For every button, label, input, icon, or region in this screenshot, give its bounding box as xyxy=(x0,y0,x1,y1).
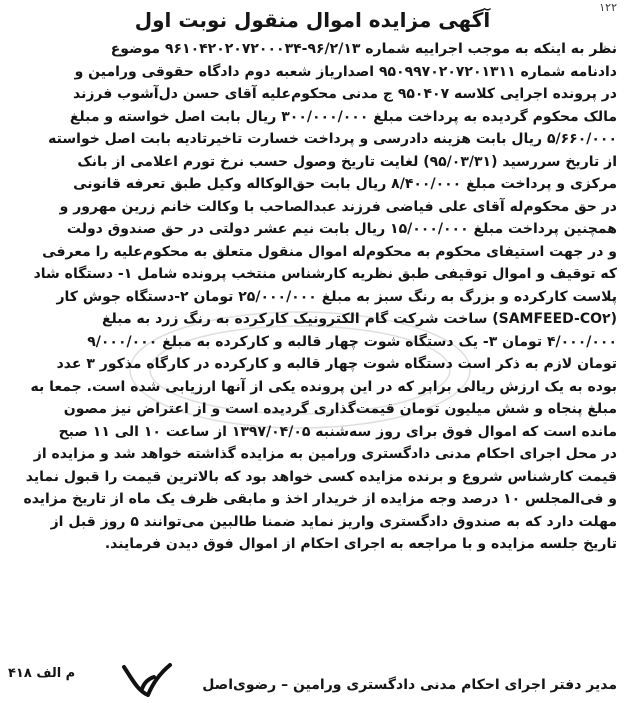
notice-line: مهلت دارد که به صندوق دادگستری واریز نماید ضمنا طالبین می‌توانند ۵ روز قبل از xyxy=(50,513,617,530)
notice-line: (SAMFEED-CO۲) ساخت شرکت گام الکترونیک کارکرده به رنگ زرد به مبلغ xyxy=(101,311,617,327)
notice-line: پلاست کارکرده و بزرگ به رنگ سبز به مبلغ ۲۵/۰۰۰/۰۰۰ تومان ۲-دستگاه جوش کار xyxy=(56,288,617,305)
notice-line: نظر به اینکه به موجب اجراییه شماره ۹۶/۲/۱۳-۹۶۱۰۴۲۰۲۰۷۲۰۰۰۳۴ موضوع xyxy=(110,41,617,57)
notice-line: که توقیف و اموال توقیفی طبق نظریه کارشناس منتخب پرونده شامل ۱- دستگاه شاد xyxy=(33,266,617,282)
notice-line: مانده است که اموال فوق برای روز سه‌شنبه ۱۳۹۷/۰۴/۰۵ از ساعت ۱۰ الی ۱۱ صبح xyxy=(58,423,617,440)
notice-line: از تاریخ سررسید (۹۵/۰۳/۳۱) لغایت تاریخ وصول حسب نرخ تورم اعلامی از بانک xyxy=(77,153,617,170)
handwritten-mark-icon xyxy=(118,659,178,699)
notice-line: دادنامه شماره ۹۵۰۹۹۷۰۲۰۷۲۰۱۳۱۱ اصداریاز شعبه دوم دادگاه حقوقی ورامین و xyxy=(74,63,617,80)
notice-line: همچنین پرداخت مبلغ ۱۵/۰۰۰/۰۰۰ ریال بابت نیم عشر دولتی در حق صندوق دولت xyxy=(66,221,617,237)
notice-title: آگهی مزایده اموال منقول نوبت اول xyxy=(134,8,491,32)
notice-line: قیمت کارشناس شروع و برنده مزایده کسی خواهد بود که بالاترین قیمت را قبول نماید xyxy=(25,468,617,485)
notice-line: در محل اجرای احکام مدنی دادگستری ورامین به مزایده گذاشته خواهد شد و مزایده از xyxy=(33,446,617,462)
notice-line: تومان لازم به ذکر است دستگاه شوت چهار قالبه و کارکرده در کارگاه مذکور ۳ عدد xyxy=(56,356,617,372)
notice-line: و فی‌المجلس ۱۰ درصد وجه مزایده از خریدار اخذ و مابقی ظرف یک ماه از تاریخ مزایده xyxy=(23,491,617,507)
notice-line: و در جهت استیفای محکوم به محکوم‌له اموال منقول متعلق به محکوم‌علیه را معرفی xyxy=(42,243,617,260)
notice-line: مرکزی و پرداخت مبلغ ۸/۴۰۰/۰۰۰ ریال بابت حق‌الوکاله وکیل طبق تعرفه قانونی xyxy=(73,176,617,192)
notice-line: بوده به یک ارزش ریالی برابر که در این پرونده یکی از آنها ارزیابی شده است. جمعا به xyxy=(30,378,617,395)
signer-line: مدیر دفتر اجرای احکام مدنی دادگستری ورامین – رضوی‌اصل xyxy=(202,677,617,693)
notice-line: در حق محکوم‌له آقای علی فیاضی فرزند عبدالصاحب با وکالت خانم زرین مهرور و xyxy=(59,198,617,215)
notice-line: مالک محکوم گردیده به پرداخت مبلغ ۳۰۰/۰۰۰/۰۰۰ ریال بابت اصل خواسته و مبلغ xyxy=(69,108,617,125)
notice-line: مبلغ پنجاه و شش میلیون تومان قیمت‌گذاری گردیده است و از اعتراض نیز مصون xyxy=(63,401,617,417)
notice-line: ۴/۰۰۰/۰۰۰ تومان ۳- یک دستگاه شوت چهار قالبه و کارکرده به مبلغ ۹/۰۰۰/۰۰۰ xyxy=(87,333,617,350)
notice-line: در پرونده اجرایی کلاسه ۹۵۰۴۰۷ ج مدنی محکوم‌علیه آقای حسن دل‌آشوب فرزند xyxy=(73,86,617,102)
signature-row xyxy=(0,667,625,699)
notice-body xyxy=(10,38,617,556)
notice-line: تاریخ جلسه مزایده و با مراجعه به اجرای احکام از اموال فوق دیدن فرمایند. xyxy=(104,536,617,552)
notice-line: ۵/۶۶۰/۰۰۰ ریال بابت هزینه دادرسی و پرداخت خسارت تاخیرتادیه بابت اصل خواسته xyxy=(48,131,617,147)
page-number: ۱۲۲ xyxy=(599,1,617,14)
reference-code: م الف ۴۱۸ xyxy=(8,666,76,681)
